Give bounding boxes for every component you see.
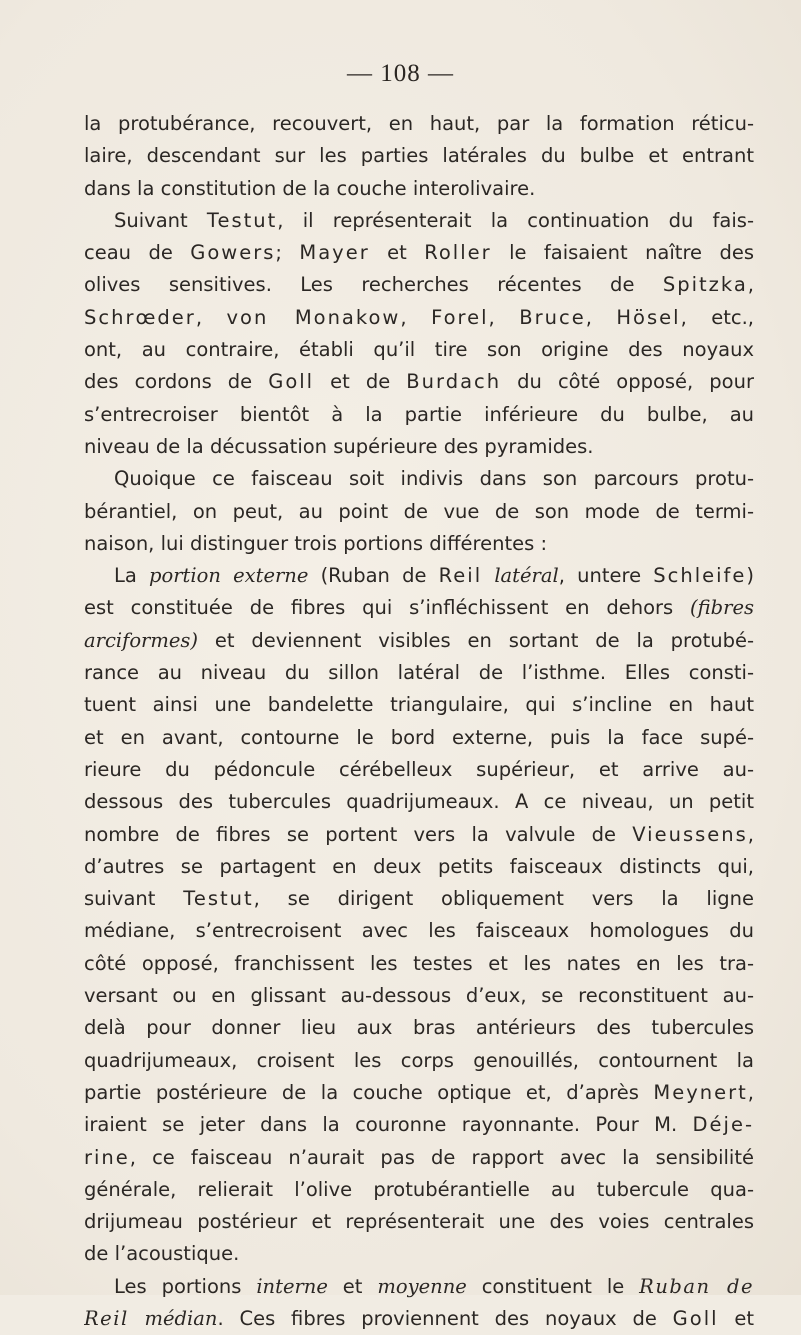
italic-term: latéral [494, 564, 559, 588]
text-line: partie postérieure de la couche optique et, d’après Meynert, [84, 1080, 754, 1104]
text-line: drijumeau postérieur et représenterait une des voies centrales [84, 1210, 754, 1234]
author-name: Bruce [519, 305, 586, 329]
text-line: quadrijumeaux, croisent les corps genouillés, contournent la [84, 1048, 754, 1072]
author-name: Hösel [616, 305, 681, 329]
text-line: nombre de fibres se portent vers la valvule de Vieussens, [84, 822, 754, 846]
author-name: Testut [206, 208, 278, 232]
author-name: rine [84, 1145, 130, 1169]
text-line: Quoique ce faisceau soit indivis dans son parcours protu- [114, 467, 754, 491]
text-line: dessous des tubercules quadrijumeaux. A ce niveau, un petit [84, 790, 754, 814]
text-line: La portion externe (Ruban de Reil latéral, untere Schleife) [114, 564, 754, 588]
text-line: dans la constitution de la couche interolivaire. [84, 176, 536, 200]
text-line: Schrœder, von Monakow, Forel, Bruce, Hösel, etc., [84, 305, 754, 329]
text-line: arciformes) et deviennent visibles en sortant de la protubé- [84, 628, 754, 652]
author-name: Gowers [190, 241, 276, 265]
italic-term: (fibres [690, 596, 754, 620]
italic-term: Reil [84, 1306, 129, 1330]
author-name: Goll [672, 1306, 719, 1330]
text-line: générale, relierait l’olive protubérantielle au tubercule qua- [84, 1177, 754, 1201]
text-line: Reil médian. Ces fibres proviennent des noyaux de Goll et [84, 1306, 754, 1330]
text-line: s’entrecroiser bientôt à la partie inférieure du bulbe, au [84, 402, 754, 426]
text-line: rieure du pédoncule cérébelleux supérieur, et arrive au- [84, 757, 754, 781]
author-name: Vieussens [632, 822, 748, 846]
text-line: niveau de la décussation supérieure des pyramides. [84, 434, 594, 458]
text-line: laire, descendant sur les parties latérales du bulbe et entrant [84, 144, 754, 168]
author-name: von Monakow [226, 305, 401, 329]
text-line: Les portions interne et moyenne constituent le Ruban de [114, 1274, 754, 1298]
page-number: — 108 — [347, 60, 454, 87]
italic-term: Ruban de [639, 1274, 754, 1298]
text-line: la protubérance, recouvert, en haut, par la formation réticu- [84, 112, 754, 135]
text-line: versant ou en glissant au-dessous d’eux, se reconstituent au- [84, 984, 754, 1008]
author-name: Schrœder [84, 305, 196, 329]
text-line: suivant Testut, se dirigent obliquement vers la ligne [84, 887, 754, 911]
author-name: Reil [438, 564, 483, 588]
text-line: médiane, s’entrecroisent avec les faisceaux homologues du [84, 919, 754, 943]
text-line: côté opposé, franchissent les testes et les nates en les tra- [84, 951, 754, 975]
italic-term: médian [144, 1306, 218, 1330]
text-line: rine, ce faisceau n’aurait pas de rapport avec la sensibilité [84, 1145, 754, 1169]
author-name: Spitzka [662, 273, 748, 297]
text-line: ceau de Gowers; Mayer et Roller le faisaient naître des [84, 241, 754, 265]
text-line: d’autres se partagent en deux petits faisceaux distincts qui, [84, 854, 754, 878]
italic-term: interne [256, 1274, 328, 1298]
text-line: delà pour donner lieu aux bras antérieurs des tubercules [84, 1016, 754, 1040]
italic-term: moyenne [377, 1274, 467, 1298]
text-line: bérantiel, on peut, au point de vue de son mode de termi- [84, 499, 754, 523]
text-line: de l’acoustique. [84, 1242, 240, 1266]
italic-term: portion externe [148, 564, 309, 588]
author-name: Testut [183, 887, 254, 911]
author-name: Burdach [406, 370, 502, 394]
german-term: Schleife [653, 564, 747, 588]
text-line: ont, au contraire, établi qu’il tire son origine des noyaux [84, 338, 754, 362]
author-name: Meynert [653, 1080, 748, 1104]
body-text [84, 108, 754, 1335]
author-name: Goll [268, 370, 315, 394]
text-line: rance au niveau du sillon latéral de l’isthme. Elles consti- [84, 661, 754, 685]
text-line: olives sensitives. Les recherches récentes de Spitzka, [84, 273, 754, 297]
author-name: Forel [431, 305, 489, 329]
author-name: Déje- [692, 1113, 754, 1137]
author-name: Mayer [299, 241, 370, 265]
text-line: est constituée de fibres qui s’infléchissent en dehors (fibres [84, 596, 754, 620]
text-line: des cordons de Goll et de Burdach du côté opposé, pour [84, 370, 754, 394]
text-line: tuent ainsi une bandelette triangulaire, qui s’incline en haut [84, 693, 754, 717]
text-line: et en avant, contourne le bord externe, puis la face supé- [84, 725, 754, 749]
text-line: Suivant Testut, il représenterait la continuation du fais- [114, 208, 754, 232]
author-name: Roller [424, 241, 492, 265]
text-line: iraient se jeter dans la couronne rayonnante. Pour M. Déje- [84, 1113, 754, 1137]
text-line: naison, lui distinguer trois portions différentes : [84, 531, 548, 555]
italic-term: arciformes) [84, 628, 199, 652]
